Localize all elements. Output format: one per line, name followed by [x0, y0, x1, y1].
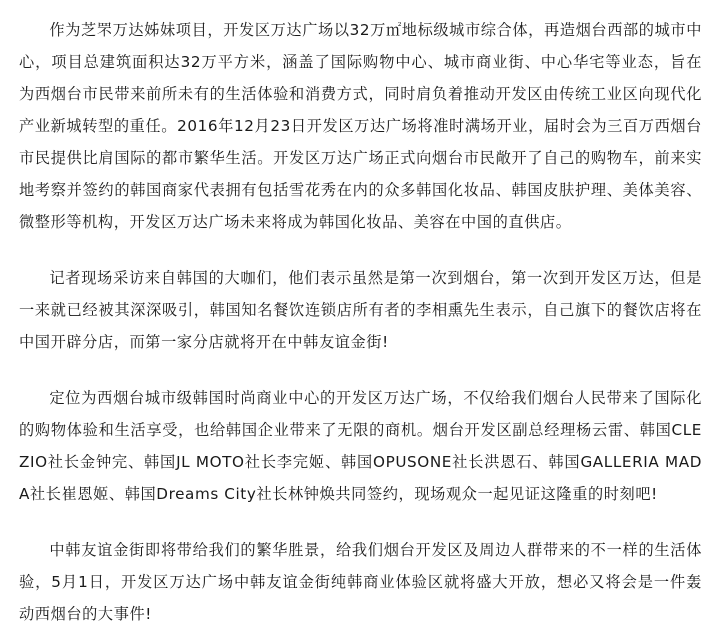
article-paragraph-1: 作为芝罘万达姊妹项目，开发区万达广场以32万㎡地标级城市综合体，再造烟台西部的城市中心，项目总建筑面积达32万平方米，涵盖了国际购物中心、城市商业街、中心华宅等业态，旨在为西烟台市民带来前所未有的生活体验和消费方式，同时肩负着推动开发区由传统工业区向现代化产业新城转型的重任。2016年12月23日开发区万达广场将准时满场开业，届时会为三百万西烟台市民提供比肩国际的都市繁华生活。开发区万达广场正式向烟台市民敞开了自己的购物车，前来实地考察并签约的韩国商家代表拥有包括雪花秀在内的众多韩国化妆品、韩国皮肤护理、美体美容、微整形等机构，开发区万达广场未来将成为韩国化妆品、美容在中国的直供店。	[19, 21, 702, 231]
article-paragraph-3: 定位为西烟台城市级韩国时尚商业中心的开发区万达广场，不仅给我们烟台人民带来了国际化的购物体验和生活享受，也给韩国企业带来了无限的商机。烟台开发区副总经理杨云雷、韩国CLEZIO社长金钟完、韩国JL MOTO社长李完姬、韩国OPUSONE社长洪恩石、韩国GALLERIA MADA社长崔恩姬、韩国Dreams City社长林钟焕共同签约，现场观众一起见证这隆重的时刻吧!	[19, 389, 702, 503]
article-paragraph-2: 记者现场采访来自韩国的大咖们，他们表示虽然是第一次到烟台，第一次到开发区万达，但是一来就已经被其深深吸引，韩国知名餐饮连锁店所有者的李相熏先生表示，自己旗下的餐饮店将在中国开辟分店，而第一家分店就将开在中韩友谊金街!	[19, 269, 702, 351]
article-paragraph-4: 中韩友谊金街即将带给我们的繁华胜景，给我们烟台开发区及周边人群带来的不一样的生活体验，5月1日，开发区万达广场中韩友谊金街纯韩商业体验区就将盛大开放，想必又将会是一件轰动西烟台的大事件!	[19, 541, 702, 623]
